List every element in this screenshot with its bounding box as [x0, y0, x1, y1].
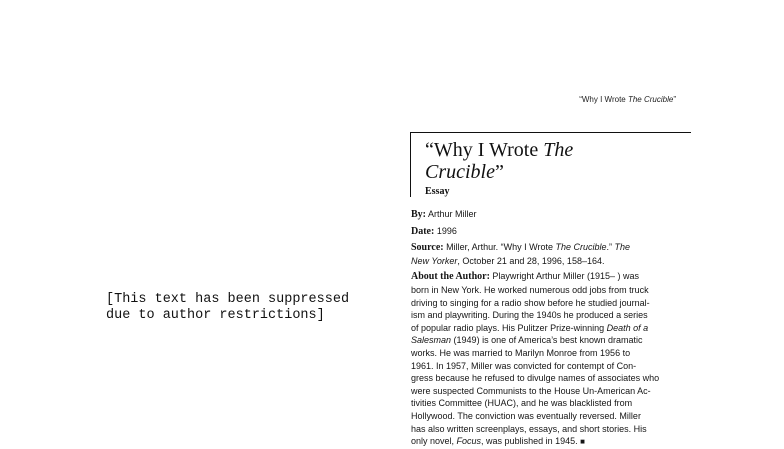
author-row	[411, 208, 677, 222]
bio-line	[411, 435, 677, 449]
bio-text: , was published in 1945.	[481, 436, 578, 447]
suppressed-line-2: due to author restrictions]	[106, 308, 325, 323]
bio-line: gress because he refused to divulge names of associates who	[411, 373, 660, 384]
bio-line	[411, 270, 677, 284]
bio-line: ism and playwriting. During the 1940s he produced a series	[411, 310, 648, 321]
bio-italic-focus: Focus	[456, 436, 482, 447]
date-value: 1996	[436, 225, 457, 236]
running-head-italic: The Crucible	[627, 95, 674, 104]
source-row	[411, 241, 677, 267]
bio-line: driving to singing for a radio show before he studied journal-	[411, 297, 650, 308]
bio-line: Hollywood. The conviction was eventually reversed. Miller	[411, 410, 641, 421]
running-head	[579, 95, 676, 104]
bio-italic-salesman: Salesman	[411, 335, 452, 346]
bio-line	[411, 334, 677, 347]
bio-text: Playwright Arthur Miller (1915– ) was	[492, 271, 639, 282]
source-italic-2: The	[614, 242, 631, 253]
end-mark: ■	[580, 437, 585, 447]
date-label: Date:	[411, 225, 435, 237]
page-title	[425, 139, 691, 183]
source-label: Source:	[411, 242, 444, 254]
bio-line: 1961. In 1957, Miller was convicted for contempt of Con-	[411, 360, 637, 371]
bio-line: works. He was married to Marilyn Monroe from 1956 to	[411, 347, 631, 358]
bio-italic-death: Death of a	[606, 322, 649, 333]
title-italic-1: The	[543, 139, 574, 161]
bio-line: tivities Committee (HUAC), and he was blacklisted from	[411, 398, 633, 409]
suppressed-notice	[106, 292, 349, 324]
title-suffix: ”	[495, 161, 504, 183]
subtitle: Essay	[425, 186, 450, 197]
by-value: Arthur Miller	[428, 209, 477, 219]
by-label: By:	[411, 209, 426, 220]
suppressed-line-1: [This text has been suppressed	[106, 292, 350, 307]
bio-text: (1949) is one of America’s best known dramatic	[453, 335, 643, 346]
source-text-1: Miller, Arthur. “Why I Wrote	[446, 242, 556, 253]
bio-text: only novel,	[411, 436, 457, 447]
metadata-block	[411, 208, 677, 449]
title-italic-2: Crucible	[425, 161, 495, 183]
source-italic-1: The Crucible	[555, 242, 607, 253]
source-text-2: .”	[606, 242, 615, 253]
source-italic-3: New Yorker	[411, 255, 458, 266]
title-block	[410, 132, 691, 197]
source-text-3: , October 21 and 28, 1996, 158–164.	[457, 255, 605, 266]
about-author	[411, 270, 677, 448]
about-label: About the Author:	[411, 271, 490, 283]
title-prefix: “Why I Wrote	[425, 139, 544, 161]
date-row	[411, 225, 677, 239]
running-head-prefix: “Why I Wrote	[579, 95, 628, 104]
bio-line	[411, 322, 677, 335]
bio-line: has also written screenplays, essays, and short stories. His	[411, 423, 647, 434]
bio-line: were suspected Communists to the House Un-American Ac-	[411, 385, 651, 396]
bio-text: of popular radio plays. His Pulitzer Prize-winning	[411, 322, 607, 333]
bio-line: born in New York. He worked numerous odd jobs from truck	[411, 284, 649, 295]
running-head-suffix: ”	[673, 95, 676, 104]
